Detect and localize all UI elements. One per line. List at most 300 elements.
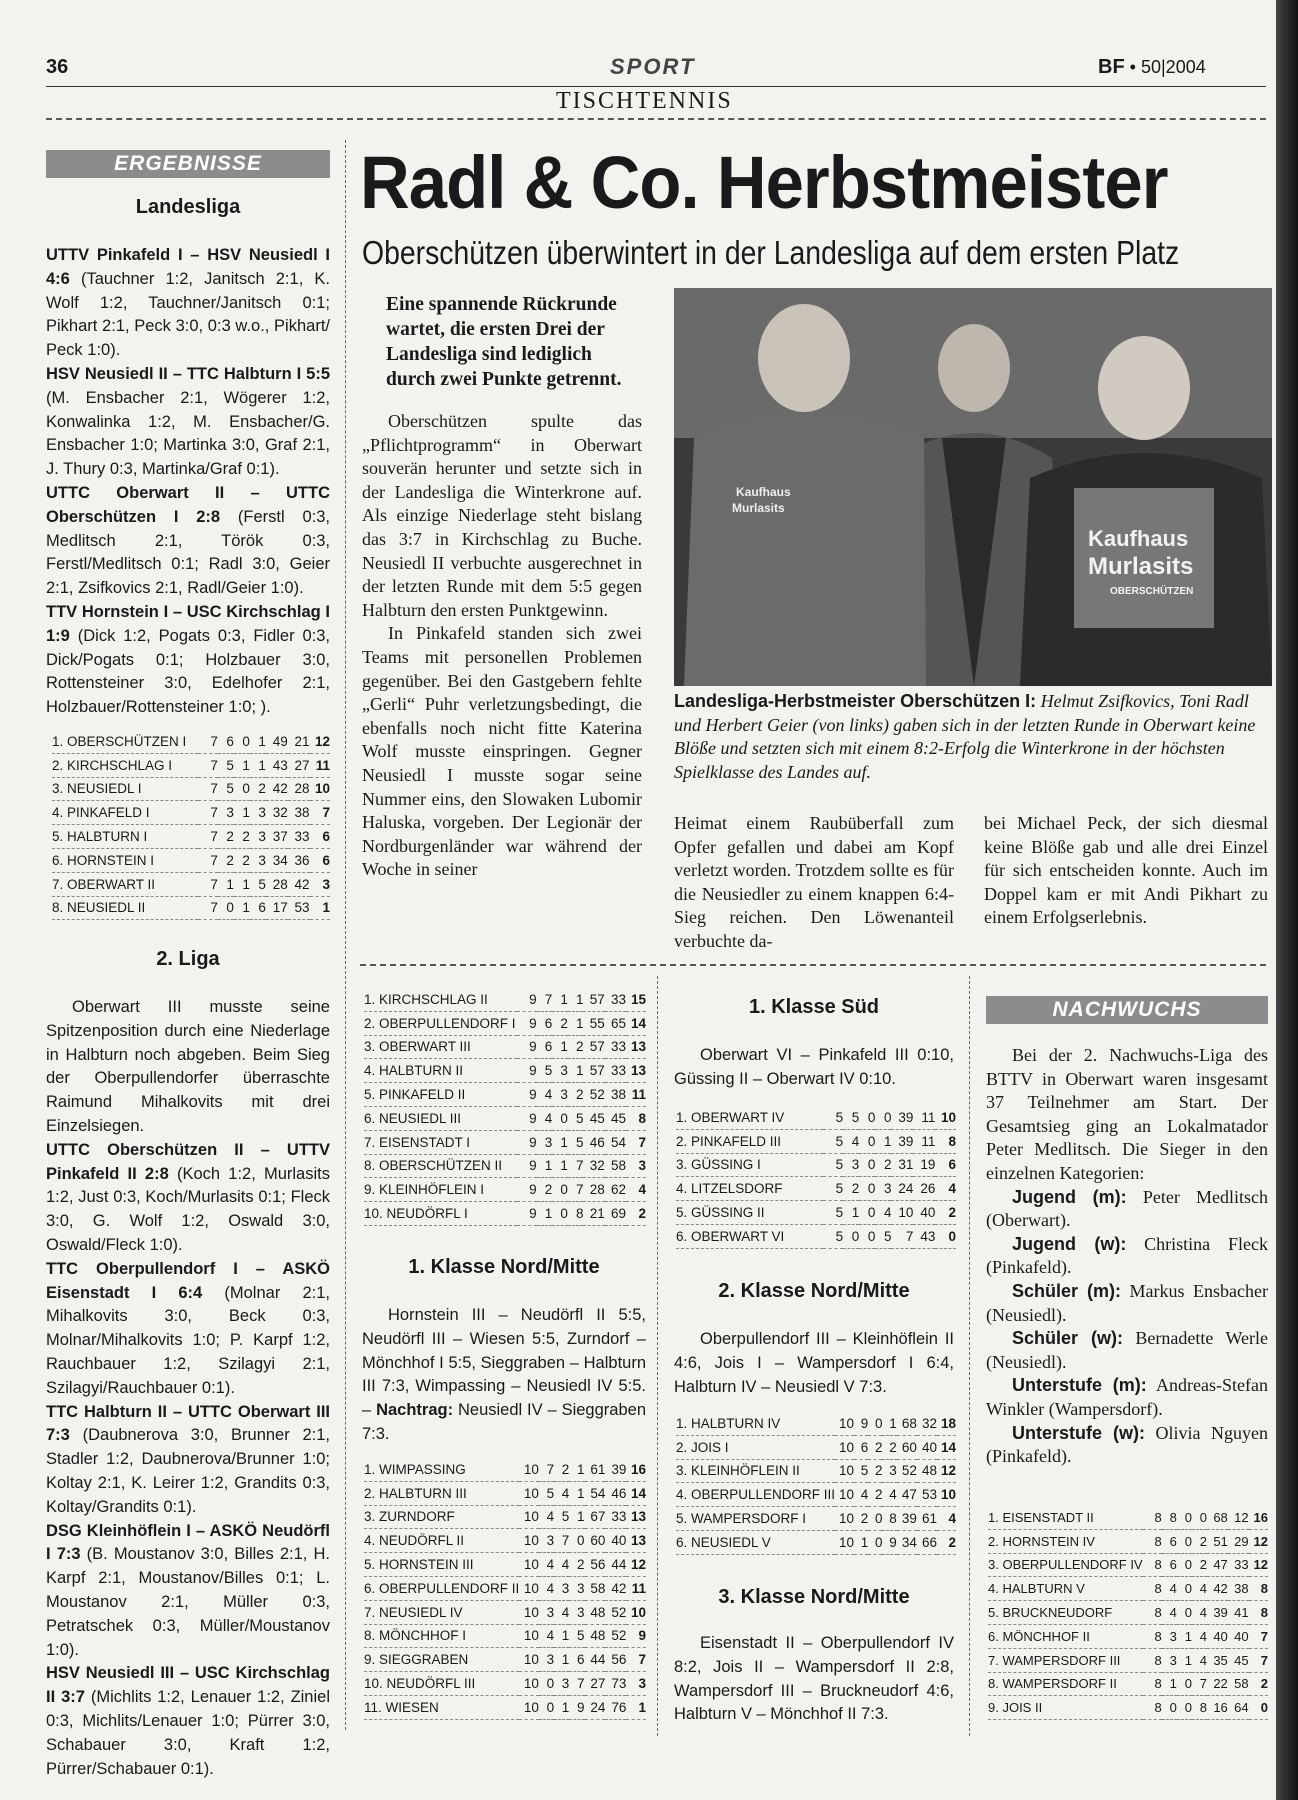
stat-cell: 0 xyxy=(868,1412,882,1435)
stat-cell: 33 xyxy=(605,1035,626,1059)
stat-cell: 5 xyxy=(218,777,234,801)
stat-cell: 2 xyxy=(843,1177,859,1201)
team-cell: 4. OBERPULLENDORF III xyxy=(676,1483,835,1507)
winner-category: Schüler (m): xyxy=(1012,1280,1122,1301)
points-cell: 16 xyxy=(1249,1506,1268,1529)
stat-cell: 1 xyxy=(569,1481,584,1505)
stat-cell: 37 xyxy=(266,825,288,849)
table-row xyxy=(364,1648,646,1672)
stat-cell: 10 xyxy=(519,1458,539,1481)
k1s-heading: 1. Klasse Süd xyxy=(748,996,880,1018)
k2nm-heading: 2. Klasse Nord/Mitte xyxy=(718,1280,910,1302)
stat-cell: 29 xyxy=(1228,1529,1249,1553)
stat-cell: 46 xyxy=(605,1481,626,1505)
team-cell: 9. JOIS II xyxy=(988,1696,1143,1720)
points-cell: 8 xyxy=(935,1129,956,1153)
stat-cell: 31 xyxy=(891,1153,913,1177)
stat-cell: 1 xyxy=(250,730,266,753)
stat-cell: 53 xyxy=(288,896,310,920)
stat-cell: 4 xyxy=(854,1483,868,1507)
stat-cell: 7 xyxy=(198,848,218,872)
stat-cell: 48 xyxy=(585,1600,606,1624)
column-divider xyxy=(345,140,346,1730)
stat-cell: 9 xyxy=(882,1530,896,1554)
stat-cell: 40 xyxy=(605,1529,626,1553)
table-row xyxy=(52,730,330,753)
stat-cell: 9 xyxy=(517,1154,537,1178)
team-cell: 5. GÜSSING II xyxy=(676,1201,823,1225)
liga2-report xyxy=(46,996,330,1781)
match-result: TTV Hornstein I – USC Kirchschlag I 1:9 xyxy=(46,602,330,645)
stat-cell: 44 xyxy=(605,1553,626,1577)
table-row xyxy=(676,1459,956,1483)
stat-cell: 9 xyxy=(517,1178,537,1202)
stat-cell: 2 xyxy=(537,1178,553,1202)
stat-cell: 3 xyxy=(250,848,266,872)
stat-cell: 28 xyxy=(288,777,310,801)
k1nm-results xyxy=(362,1304,646,1447)
team-cell: 9. KLEINHÖFLEIN I xyxy=(364,1178,517,1202)
team-cell: 2. OBERPULLENDORF I xyxy=(364,1011,517,1035)
stat-cell: 5 xyxy=(843,1106,859,1129)
stat-cell: 57 xyxy=(583,1059,604,1083)
stat-cell: 8 xyxy=(1143,1648,1162,1672)
k3nm-results-text: Eisenstadt II – Oberpullendorf IV 8:2, Jois II – Wampersdorf II 2:8, Wampersdorf III – Bruckneudorf 4:6, Halbturn V – Mönchhof II 7:3. xyxy=(674,1634,954,1724)
table-row xyxy=(988,1648,1268,1672)
match-details: (Daubnerova 3:0, Brunner 2:1, Stadler 1:2, Daubnerova/Brunner 1:0; Koltay 2:1, K. Leirer 1:2, Grandits 0:3, Koltay/Grandits 0:1). xyxy=(46,1426,330,1516)
stat-cell: 1 xyxy=(250,753,266,777)
match-result: UTTV Pinkafeld I – HSV Neusiedl I 4:6 xyxy=(46,246,330,288)
table-row xyxy=(52,801,330,825)
stat-cell: 3 xyxy=(554,1576,569,1600)
stat-cell: 2 xyxy=(875,1153,891,1177)
points-cell: 12 xyxy=(626,1553,646,1577)
stat-cell: 1 xyxy=(552,1035,568,1059)
team-cell: 6. NEUSIEDL III xyxy=(364,1106,517,1130)
stat-cell: 2 xyxy=(234,825,250,849)
team-cell: 7. WAMPERSDORF III xyxy=(988,1648,1143,1672)
team-cell: 2. HALBTURN III xyxy=(364,1481,519,1505)
points-cell: 8 xyxy=(1249,1601,1268,1625)
table-row xyxy=(676,1129,956,1153)
article-column-1 xyxy=(362,410,642,882)
table-row xyxy=(52,753,330,777)
stat-cell: 8 xyxy=(1143,1696,1162,1720)
stat-cell: 51 xyxy=(1207,1529,1228,1553)
stat-cell: 3 xyxy=(539,1600,554,1624)
article-bottom-divider xyxy=(360,964,1266,966)
points-cell: 8 xyxy=(626,1106,646,1130)
stat-cell: 4 xyxy=(539,1576,554,1600)
stat-cell: 10 xyxy=(835,1459,854,1483)
points-cell: 3 xyxy=(626,1154,646,1178)
stat-cell: 7 xyxy=(198,730,218,753)
stat-cell: 3 xyxy=(250,825,266,849)
header-divider xyxy=(46,118,1266,120)
team-cell: 3. ZURNDORF xyxy=(364,1505,519,1529)
stat-cell: 54 xyxy=(585,1481,606,1505)
liga2-intro: Oberwart III musste seine Spitzenposition durch eine Niederlage in Halbturn noch abgeben. Beim Sieg der Oberpullendorfer überraschte Raimund Mihalkovits mit drei Einzelsiegen. xyxy=(46,998,330,1135)
k2nm-results-text: Oberpullendorf III – Kleinhöflein II 4:6, Jois I – Wampersdorf I 6:4, Halbturn IV – Neusiedl V 7:3. xyxy=(674,1330,954,1396)
team-cell: 8. WAMPERSDORF II xyxy=(988,1672,1143,1696)
table-row xyxy=(364,988,646,1011)
points-cell: 4 xyxy=(626,1178,646,1202)
stat-cell: 2 xyxy=(868,1483,882,1507)
stat-cell: 8 xyxy=(1162,1506,1177,1529)
points-cell: 0 xyxy=(1249,1696,1268,1720)
stat-cell: 4 xyxy=(539,1624,554,1648)
stat-cell: 1 xyxy=(552,988,568,1011)
points-cell: 16 xyxy=(626,1458,646,1481)
stat-cell: 1 xyxy=(218,872,234,896)
team-cell: 5. HALBTURN I xyxy=(52,825,198,849)
stat-cell: 2 xyxy=(554,1458,569,1481)
stat-cell: 11 xyxy=(913,1129,935,1153)
stat-cell: 0 xyxy=(539,1672,554,1696)
shirt-text: Murlasits xyxy=(1088,553,1194,580)
winner-name: Christina Fleck (Pinkafeld). xyxy=(986,1233,1268,1278)
points-cell: 18 xyxy=(937,1412,956,1435)
stat-cell: 4 xyxy=(1162,1601,1177,1625)
team-cell: 1. OBERWART IV xyxy=(676,1106,823,1129)
table-row xyxy=(52,848,330,872)
article-subtitle: Oberschützen überwintert in der Landesliga auf dem ersten Platz xyxy=(362,234,1180,271)
report-paragraph xyxy=(46,363,330,482)
stat-cell: 67 xyxy=(585,1505,606,1529)
stat-cell: 3 xyxy=(218,801,234,825)
results-text: Hornstein III – Neudörfl II 5:5, Neudörfl III – Wiesen 5:5, Zurndorf – Mönchhof I 5:5, Sieggraben – Halbturn III 7:3, Wimpassing – Neusiedl IV 5:5. – xyxy=(362,1306,646,1420)
table-row xyxy=(364,1529,646,1553)
stat-cell: 56 xyxy=(585,1553,606,1577)
table-row xyxy=(988,1529,1268,1553)
stat-cell: 5 xyxy=(537,1059,553,1083)
stat-cell: 1 xyxy=(552,1154,568,1178)
page-number: 36 xyxy=(46,56,69,78)
stat-cell: 0 xyxy=(552,1178,568,1202)
stat-cell: 54 xyxy=(605,1130,626,1154)
stat-cell: 9 xyxy=(517,1011,537,1035)
points-cell: 12 xyxy=(1249,1529,1268,1553)
stat-cell: 0 xyxy=(234,730,250,753)
stat-cell: 4 xyxy=(882,1483,896,1507)
stat-cell: 35 xyxy=(1207,1648,1228,1672)
stat-cell: 2 xyxy=(234,848,250,872)
stat-cell: 3 xyxy=(569,1576,584,1600)
stat-cell: 57 xyxy=(583,988,604,1011)
team-cell: 1. KIRCHSCHLAG II xyxy=(364,988,517,1011)
match-result: TTC Halbturn II – UTTC Oberwart III 7:3 xyxy=(46,1402,330,1445)
match-details: (Dick 1:2, Pogats 0:3, Fidler 0:3, Dick/Pogats 0:1; Holzbauer 3:0, Rottensteiner 3:0, Edelhofer 2:1, Holzbauer/Rottensteiner 1:0; ). xyxy=(46,626,330,717)
stat-cell: 1 xyxy=(554,1624,569,1648)
landesliga-report xyxy=(46,244,330,720)
team-photo-illustration xyxy=(674,288,1272,686)
table-row xyxy=(676,1224,956,1248)
team-cell: 1. OBERSCHÜTZEN I xyxy=(52,730,198,753)
stat-cell: 4 xyxy=(875,1201,891,1225)
stat-cell: 8 xyxy=(1143,1553,1162,1577)
stat-cell: 2 xyxy=(218,848,234,872)
table-row xyxy=(364,1624,646,1648)
table-row xyxy=(364,1059,646,1083)
team-cell: 2. KIRCHSCHLAG I xyxy=(52,753,198,777)
stat-cell: 0 xyxy=(1177,1696,1192,1720)
stat-cell: 5 xyxy=(823,1224,844,1248)
table-row xyxy=(364,1672,646,1696)
report-paragraph xyxy=(46,1258,330,1401)
table-row xyxy=(364,1576,646,1600)
column-divider xyxy=(969,976,970,1736)
stat-cell: 3 xyxy=(539,1648,554,1672)
stat-cell: 0 xyxy=(1177,1601,1192,1625)
team-cell: 4. HALBTURN V xyxy=(988,1577,1143,1601)
table-row xyxy=(988,1601,1268,1625)
stat-cell: 0 xyxy=(859,1224,875,1248)
stat-cell: 48 xyxy=(917,1459,937,1483)
stat-cell: 9 xyxy=(517,1130,537,1154)
stat-cell: 40 xyxy=(1228,1624,1249,1648)
match-result: UTTC Oberschützen II – UTTV Pinkafeld II 2:8 xyxy=(46,1140,330,1183)
table-row xyxy=(676,1153,956,1177)
winner-name: Bernadette Werle (Neusiedl). xyxy=(986,1328,1268,1372)
stat-cell: 19 xyxy=(913,1153,935,1177)
points-cell: 12 xyxy=(310,730,330,753)
winner-category: Unterstufe (w): xyxy=(1012,1422,1145,1443)
table-row xyxy=(988,1696,1268,1720)
stat-cell: 2 xyxy=(1192,1553,1207,1577)
points-cell: 14 xyxy=(626,1011,646,1035)
scan-edge xyxy=(1276,0,1298,1800)
team-cell: 1. HALBTURN IV xyxy=(676,1412,835,1435)
stat-cell: 33 xyxy=(605,1505,626,1529)
stat-cell: 38 xyxy=(288,801,310,825)
report-paragraph xyxy=(46,1520,330,1663)
stat-cell: 10 xyxy=(519,1600,539,1624)
stat-cell: 42 xyxy=(266,777,288,801)
report-paragraph xyxy=(46,1139,330,1258)
stat-cell: 4 xyxy=(554,1553,569,1577)
stat-cell: 1 xyxy=(882,1412,896,1435)
stat-cell: 3 xyxy=(554,1672,569,1696)
team-cell: 2. JOIS I xyxy=(676,1435,835,1459)
k1nm-results-text xyxy=(362,1304,646,1447)
team-cell: 3. GÜSSING I xyxy=(676,1153,823,1177)
table-row xyxy=(364,1202,646,1226)
stat-cell: 10 xyxy=(835,1435,854,1459)
stat-cell: 40 xyxy=(1207,1624,1228,1648)
table-row xyxy=(364,1106,646,1130)
stat-cell: 10 xyxy=(519,1648,539,1672)
team-cell: 6. HORNSTEIN I xyxy=(52,848,198,872)
team-cell: 10. NEUDÖRFL III xyxy=(364,1672,519,1696)
stat-cell: 10 xyxy=(519,1624,539,1648)
stat-cell: 1 xyxy=(537,1202,553,1226)
stat-cell: 5 xyxy=(823,1129,844,1153)
stat-cell: 4 xyxy=(843,1129,859,1153)
column-divider xyxy=(657,976,658,1736)
team-cell: 5. BRUCKNEUDORF xyxy=(988,1601,1143,1625)
liga2-heading: 2. Liga xyxy=(156,948,220,970)
winner-category: Unterstufe (m): xyxy=(1012,1375,1147,1396)
stat-cell: 10 xyxy=(891,1201,913,1225)
report-paragraph xyxy=(46,482,330,601)
match-details: (Koch 1:2, Murlasits 1:2, Just 0:3, Koch/Murlasits 0:1; Fleck 3:0, G. Wolf 1:2, Oswald 3:0, Oswald/Fleck 1:0). xyxy=(46,1164,330,1254)
points-cell: 11 xyxy=(626,1083,646,1107)
issue-number: 50|2004 xyxy=(1140,57,1206,77)
stat-cell: 3 xyxy=(537,1130,553,1154)
stat-cell: 33 xyxy=(288,825,310,849)
team-cell: 8. MÖNCHHOF I xyxy=(364,1624,519,1648)
stat-cell: 7 xyxy=(198,896,218,920)
winner-line xyxy=(986,1280,1268,1327)
stat-cell: 1 xyxy=(1177,1648,1192,1672)
table-row xyxy=(364,1011,646,1035)
table-row xyxy=(52,825,330,849)
k3nm-results xyxy=(674,1632,954,1727)
match-details: (Tauchner 1:2, Janitsch 2:1, K. Wolf 1:2, Tauchner/Janitsch 0:1; Pikhart 2:1, Peck 3:0, 0:3 w.o., Pikhart/ Peck 1:0). xyxy=(46,269,330,360)
stat-cell: 40 xyxy=(913,1201,935,1225)
stat-cell: 0 xyxy=(859,1129,875,1153)
stat-cell: 22 xyxy=(1207,1672,1228,1696)
points-cell: 7 xyxy=(1249,1624,1268,1648)
points-cell: 0 xyxy=(935,1224,956,1248)
stat-cell: 8 xyxy=(1143,1624,1162,1648)
stat-cell: 10 xyxy=(835,1507,854,1531)
match-details: (Ferstl 0:3, Medlitsch 2:1, Török 0:3, Ferstl/Medlitsch 0:1; Radl 3:0, Geier 2:1, Zsifkovics 2:1, Radl/Geier 1:0). xyxy=(46,507,330,598)
stat-cell: 33 xyxy=(1228,1553,1249,1577)
report-paragraph xyxy=(46,244,330,363)
team-cell: 7. EISENSTADT I xyxy=(364,1130,517,1154)
report-paragraph xyxy=(46,1401,330,1520)
k1s-results xyxy=(674,1044,954,1092)
nachwuchs-standings-table xyxy=(988,1506,1268,1720)
stat-cell: 47 xyxy=(897,1483,917,1507)
stat-cell: 28 xyxy=(266,872,288,896)
stat-cell: 45 xyxy=(583,1106,604,1130)
stat-cell: 6 xyxy=(537,1035,553,1059)
winner-line xyxy=(986,1422,1268,1469)
stat-cell: 42 xyxy=(605,1576,626,1600)
points-cell: 10 xyxy=(937,1483,956,1507)
stat-cell: 1 xyxy=(552,1130,568,1154)
report-paragraph xyxy=(46,1662,330,1781)
stat-cell: 2 xyxy=(218,825,234,849)
stat-cell: 52 xyxy=(583,1083,604,1107)
k1nm-standings-table xyxy=(364,1458,646,1720)
stat-cell: 52 xyxy=(897,1459,917,1483)
stat-cell: 27 xyxy=(288,753,310,777)
issue-info: BF • 50|2004 xyxy=(1098,56,1206,78)
stat-cell: 9 xyxy=(517,988,537,1011)
stat-cell: 5 xyxy=(554,1505,569,1529)
k1s-standings-table xyxy=(676,1106,956,1249)
stat-cell: 1 xyxy=(234,753,250,777)
match-details: (M. Ensbacher 2:1, Wögerer 1:2, Konwalinka 1:2, M. Ensbacher/G. Ensbacher 1:0; Martinka 3:0, Graf 2:1, J. Thury 0:3, Martinka/Graf 0:1). xyxy=(46,388,330,479)
stat-cell: 7 xyxy=(554,1529,569,1553)
stat-cell: 1 xyxy=(234,896,250,920)
stat-cell: 76 xyxy=(605,1695,626,1719)
stat-cell: 1 xyxy=(568,1011,584,1035)
stat-cell: 68 xyxy=(897,1412,917,1435)
stat-cell: 1 xyxy=(875,1129,891,1153)
stat-cell: 3 xyxy=(843,1153,859,1177)
stat-cell: 9 xyxy=(854,1412,868,1435)
caption-text: Helmut Zsifkovics, Toni Radl und Herbert Geier (von links) gaben sich in der letzten Runde in Oberwart keine Blöße und setzten sich mit einem 8:2-Erfolg die Winterkrone in der höchsten Spielklasse des Landes auf. xyxy=(674,691,1256,783)
stat-cell: 7 xyxy=(568,1178,584,1202)
article-paragraph: In Pinkafeld standen sich zwei Teams mit personellen Problemen gegenüber. Bei den Gastgebern fehlte „Gerli“ Puhr verletzungsbedingt, die ebenfalls noch nicht fitte Katerina Wolf musste einspringen. Gegner Neusiedl I musste sogar seine Nummer eins, den Slowaken Lubomir Haluska, vorgeben. Der Legionär der Nordburgenländer war während der Woche in seiner xyxy=(362,623,642,880)
stat-cell: 60 xyxy=(585,1529,606,1553)
article-paragraph: bei Michael Peck, der sich diesmal keine Blöße gab und alle drei Einzel für sich entscheiden konnte. Auch im Doppel kam er mit Andi Pikhart zu einem Erfolgserlebnis. xyxy=(984,813,1268,928)
stat-cell: 0 xyxy=(843,1224,859,1248)
points-cell: 9 xyxy=(626,1624,646,1648)
stat-cell: 48 xyxy=(585,1624,606,1648)
k3nm-heading: 3. Klasse Nord/Mitte xyxy=(718,1586,910,1608)
winner-name: Andreas-Stefan Winkler (Wampersdorf). xyxy=(986,1375,1268,1419)
stat-cell: 3 xyxy=(552,1083,568,1107)
team-cell: 6. OBERWART VI xyxy=(676,1224,823,1248)
stat-cell: 8 xyxy=(1143,1577,1162,1601)
stat-cell: 45 xyxy=(605,1106,626,1130)
shirt-text: Kaufhaus xyxy=(1088,526,1189,551)
winner-line xyxy=(986,1233,1268,1280)
winner-line xyxy=(986,1327,1268,1374)
stat-cell: 6 xyxy=(854,1435,868,1459)
stat-cell: 43 xyxy=(266,753,288,777)
stat-cell: 27 xyxy=(585,1672,606,1696)
match-result: TTC Oberpullendorf I – ASKÖ Eisenstadt I 6:4 xyxy=(46,1259,330,1302)
stat-cell: 5 xyxy=(823,1106,844,1129)
table-row xyxy=(52,896,330,920)
topic-label: TISCHTENNIS xyxy=(556,88,733,114)
stat-cell: 0 xyxy=(552,1106,568,1130)
stat-cell: 1 xyxy=(854,1530,868,1554)
points-cell: 13 xyxy=(626,1529,646,1553)
table-row xyxy=(364,1154,646,1178)
table-row xyxy=(364,1481,646,1505)
team-photo xyxy=(674,288,1272,686)
stat-cell: 10 xyxy=(519,1481,539,1505)
table-row xyxy=(676,1507,956,1531)
stat-cell: 0 xyxy=(1177,1672,1192,1696)
stat-cell: 4 xyxy=(539,1553,554,1577)
table-row xyxy=(988,1624,1268,1648)
stat-cell: 0 xyxy=(1192,1506,1207,1529)
stat-cell: 46 xyxy=(583,1130,604,1154)
stat-cell: 3 xyxy=(882,1459,896,1483)
stat-cell: 33 xyxy=(605,988,626,1011)
stat-cell: 60 xyxy=(897,1435,917,1459)
article-title: Radl & Co. Herbstmeister xyxy=(360,141,1168,224)
winner-name: Peter Medlitsch (Oberwart). xyxy=(986,1186,1268,1231)
points-cell: 10 xyxy=(626,1600,646,1624)
match-result: HSV Neusiedl II – TTC Halbturn I 5:5 xyxy=(46,364,330,383)
stat-cell: 73 xyxy=(605,1672,626,1696)
stat-cell: 8 xyxy=(1143,1672,1162,1696)
section-label: SPORT xyxy=(610,54,696,79)
stat-cell: 0 xyxy=(1177,1553,1192,1577)
match-details: (B. Moustanov 3:0, Billes 2:1, H. Karpf 2:1, Moustanov/Billes 0:1; L. Moustanov 2:1, Müller 0:3, Petratschek 0:3, Müller/Moustanov 1:0). xyxy=(46,1545,330,1659)
stat-cell: 2 xyxy=(569,1553,584,1577)
stat-cell: 7 xyxy=(198,872,218,896)
stat-cell: 68 xyxy=(1207,1506,1228,1529)
team-cell: 3. NEUSIEDL I xyxy=(52,777,198,801)
stat-cell: 4 xyxy=(537,1083,553,1107)
report-paragraph xyxy=(46,601,330,720)
winner-line xyxy=(986,1374,1268,1421)
stat-cell: 7 xyxy=(569,1672,584,1696)
stat-cell: 38 xyxy=(605,1083,626,1107)
stat-cell: 28 xyxy=(583,1178,604,1202)
stat-cell: 5 xyxy=(823,1201,844,1225)
